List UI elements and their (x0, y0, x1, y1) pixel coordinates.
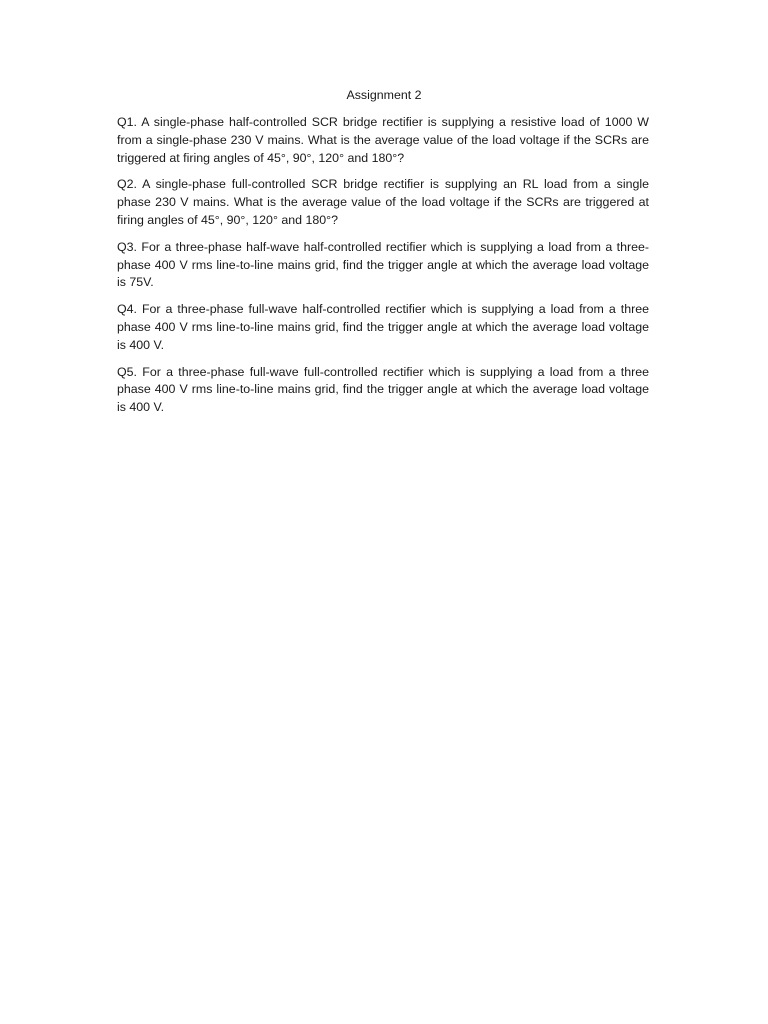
document-title: Assignment 2 (346, 88, 422, 102)
question-5: Q5. For a three-phase full-wave full-controlled rectifier which is supplying a load from a three phase 400 V rms line-to-line mains grid, find the trigger angle at which the average load voltage is 400 V. (117, 364, 649, 415)
question-3: Q3. For a three-phase half-wave half-controlled rectifier which is supplying a load from a three-phase 400 V rms line-to-line mains grid, find the trigger angle at which the average load voltage is 75V. (117, 239, 649, 290)
question-list (117, 114, 649, 426)
question-4: Q4. For a three-phase full-wave half-controlled rectifier which is supplying a load from a three phase 400 V rms line-to-line mains grid, find the trigger angle at which the average load voltage is 400 V. (117, 302, 649, 352)
question-2: Q2. A single-phase full-controlled SCR bridge rectifier is supplying an RL load from a single phase 230 V mains. What is the average value of the load voltage if the SCRs are triggered at firing angles of 45°, 90°, 120° and 180°? (117, 177, 649, 227)
question-1: Q1. A single-phase half-controlled SCR bridge rectifier is supplying a resistive load of 1000 W from a single-phase 230 V mains. What is the average value of the load voltage if the SCRs are triggered at firing angles of 45°, 90°, 120° and 180°? (117, 115, 649, 165)
